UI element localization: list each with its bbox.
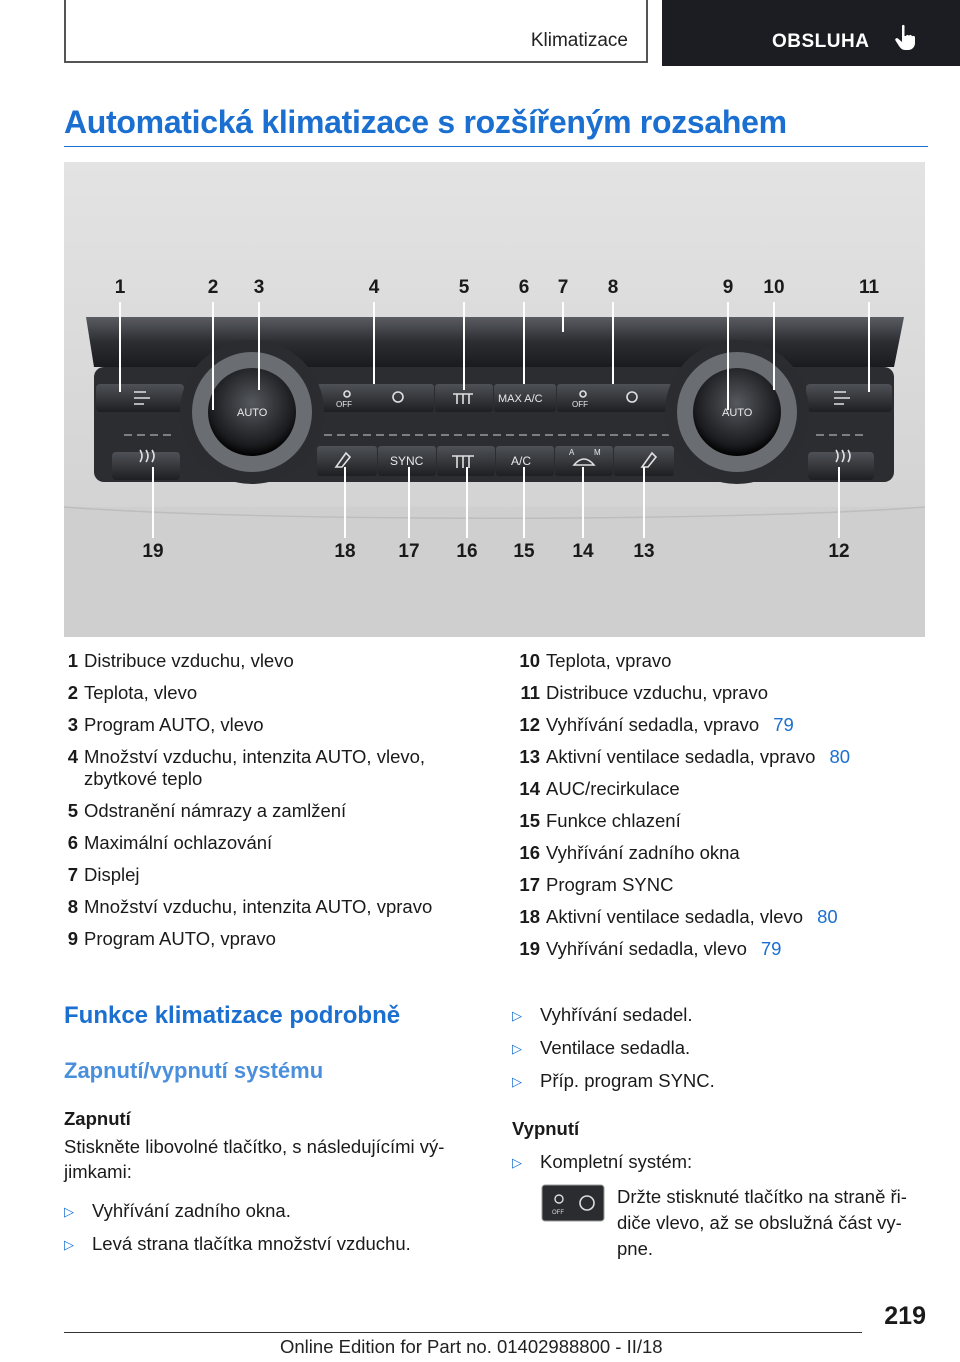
auto-left-label: AUTO xyxy=(237,407,268,419)
callout-4: 4 xyxy=(368,277,380,298)
bullet-triangle-icon: ▷ xyxy=(512,1074,522,1089)
page-title: Automatická klimatizace s rozšířeným rozsahem xyxy=(64,104,787,140)
callout-11: 11 xyxy=(858,277,880,298)
legend-item: 1 Distribuce vzduchu, vlevo xyxy=(67,650,294,671)
legend-item: 17 Program SYNC xyxy=(519,874,674,895)
legend-item: 8 Množství vzduchu, intenzita AUTO, vpravo xyxy=(67,896,433,917)
inline-off-label: OFF xyxy=(552,1210,564,1216)
callout-8: 8 xyxy=(607,277,619,298)
page-ref-link[interactable]: 80 xyxy=(829,746,851,767)
callout-1: 1 xyxy=(114,277,126,298)
legend-item: 18 Aktivní ventilace sedadla, vlevo 80 xyxy=(519,906,838,927)
legend-item: 16 Vyhřívání zadního okna xyxy=(519,842,740,863)
title-rule xyxy=(64,146,928,147)
off-right-label: OFF xyxy=(572,400,588,409)
climate-control-panel-image xyxy=(64,162,925,637)
auto-right-label: AUTO xyxy=(722,407,753,419)
callout-7: 7 xyxy=(557,277,569,298)
callout-13: 13 xyxy=(633,541,655,562)
off-heading: Vypnutí xyxy=(512,1118,580,1139)
callout-2: 2 xyxy=(207,277,219,298)
legend-left xyxy=(56,650,464,960)
legend-item: 10 Teplota, vpravo xyxy=(519,650,672,671)
max-ac-label: MAX A/C xyxy=(498,393,543,405)
callout-5: 5 xyxy=(458,277,470,298)
footer-edition: Online Edition for Part no. 01402988800 - II/18 xyxy=(280,1336,663,1357)
callout-14: 14 xyxy=(572,541,594,562)
callout-18: 18 xyxy=(334,541,356,562)
page-ref-link[interactable]: 80 xyxy=(817,906,838,927)
off-bullets xyxy=(512,1151,932,1184)
page-header xyxy=(0,0,960,66)
page-ref-link[interactable]: 79 xyxy=(773,714,794,735)
footer-rule xyxy=(64,1332,862,1333)
legend-item: 11 Distribuce vzduchu, vpravo xyxy=(520,682,769,703)
callout-19: 19 xyxy=(142,541,164,562)
legend-item: 6 Maximální ochlazování xyxy=(67,832,273,853)
page-number: 219 xyxy=(884,1302,926,1330)
list-item: ▷ Vyhřívání sedadel. xyxy=(512,1004,693,1025)
pointing-hand-icon xyxy=(894,24,918,52)
list-item: ▷ Vyhřívání zadního okna. xyxy=(64,1200,291,1221)
callout-15: 15 xyxy=(513,541,535,562)
legend-item: 3 Program AUTO, vlevo xyxy=(67,714,264,735)
legend-item: 15 Funkce chlazení xyxy=(519,810,681,831)
list-item: ▷ Příp. program SYNC. xyxy=(512,1070,715,1091)
header-chapter-tab xyxy=(662,0,960,66)
legend-item: 9 Program AUTO, vpravo xyxy=(67,928,276,949)
list-item: ▷ Kompletní systém: xyxy=(512,1151,693,1172)
legend-item: 5 Odstranění námrazy a zamlžení xyxy=(67,800,347,821)
callout-9: 9 xyxy=(722,277,734,298)
list-item: ▷ Levá strana tlačítka množství vzduchu. xyxy=(64,1233,411,1254)
legend-item: 4 Množství vzduchu, intenzita AUTO, vlevo, zbytkové teplo xyxy=(67,746,426,789)
page-ref-link[interactable]: 79 xyxy=(760,938,782,959)
legend-item: 7 Displej xyxy=(67,864,140,885)
on-bullets-left xyxy=(64,1200,464,1266)
ac-label: A/C xyxy=(511,454,532,468)
legend-item: 19 Vyhřívání sedadla, vlevo 79 xyxy=(519,938,782,959)
bullet-triangle-icon: ▷ xyxy=(512,1155,522,1170)
header-section-box xyxy=(64,0,648,63)
header-chapter-label: OBSLUHA xyxy=(772,31,870,52)
sync-label: SYNC xyxy=(390,454,424,468)
subsection-heading: Zapnutí/vypnutí systému xyxy=(64,1058,324,1083)
legend-item: 14 AUC/recirkulace xyxy=(519,778,680,799)
callout-3: 3 xyxy=(253,277,265,298)
legend-right xyxy=(512,650,932,970)
legend-item: 13 Aktivní ventilace sedadla, vpravo 80 xyxy=(519,746,851,767)
callout-10: 10 xyxy=(763,277,785,298)
fan-off-button-icon xyxy=(541,1184,605,1222)
legend-item: 12 Vyhřívání sedadla, vpravo 79 xyxy=(519,714,794,735)
callout-16: 16 xyxy=(456,541,478,562)
header-section-label: Klimatizace xyxy=(530,30,628,51)
callout-12: 12 xyxy=(828,541,850,562)
on-text: Stiskněte libovolné tlačítko, s následujícími vý-jimkami: xyxy=(64,1136,445,1182)
callout-17: 17 xyxy=(398,541,420,562)
auc-a-label: A xyxy=(569,448,575,457)
legend-item: 2 Teplota, vlevo xyxy=(67,682,198,703)
off-left-label: OFF xyxy=(336,400,352,409)
auc-m-label: M xyxy=(594,448,601,457)
section-heading: Funkce klimatizace podrobně xyxy=(64,1002,401,1029)
list-item: ▷ Ventilace sedadla. xyxy=(512,1037,691,1058)
on-heading: Zapnutí xyxy=(64,1108,131,1129)
callout-6: 6 xyxy=(518,277,530,298)
bullet-triangle-icon: ▷ xyxy=(64,1204,74,1219)
bullet-triangle-icon: ▷ xyxy=(64,1237,74,1252)
on-bullets-right xyxy=(512,1004,932,1103)
bullet-triangle-icon: ▷ xyxy=(512,1041,522,1056)
bullet-triangle-icon: ▷ xyxy=(512,1008,522,1023)
off-instruction: Držte stisknuté tlačítko na straně ři-diče vlevo, až se obslužná část vy-pne. xyxy=(617,1186,907,1259)
